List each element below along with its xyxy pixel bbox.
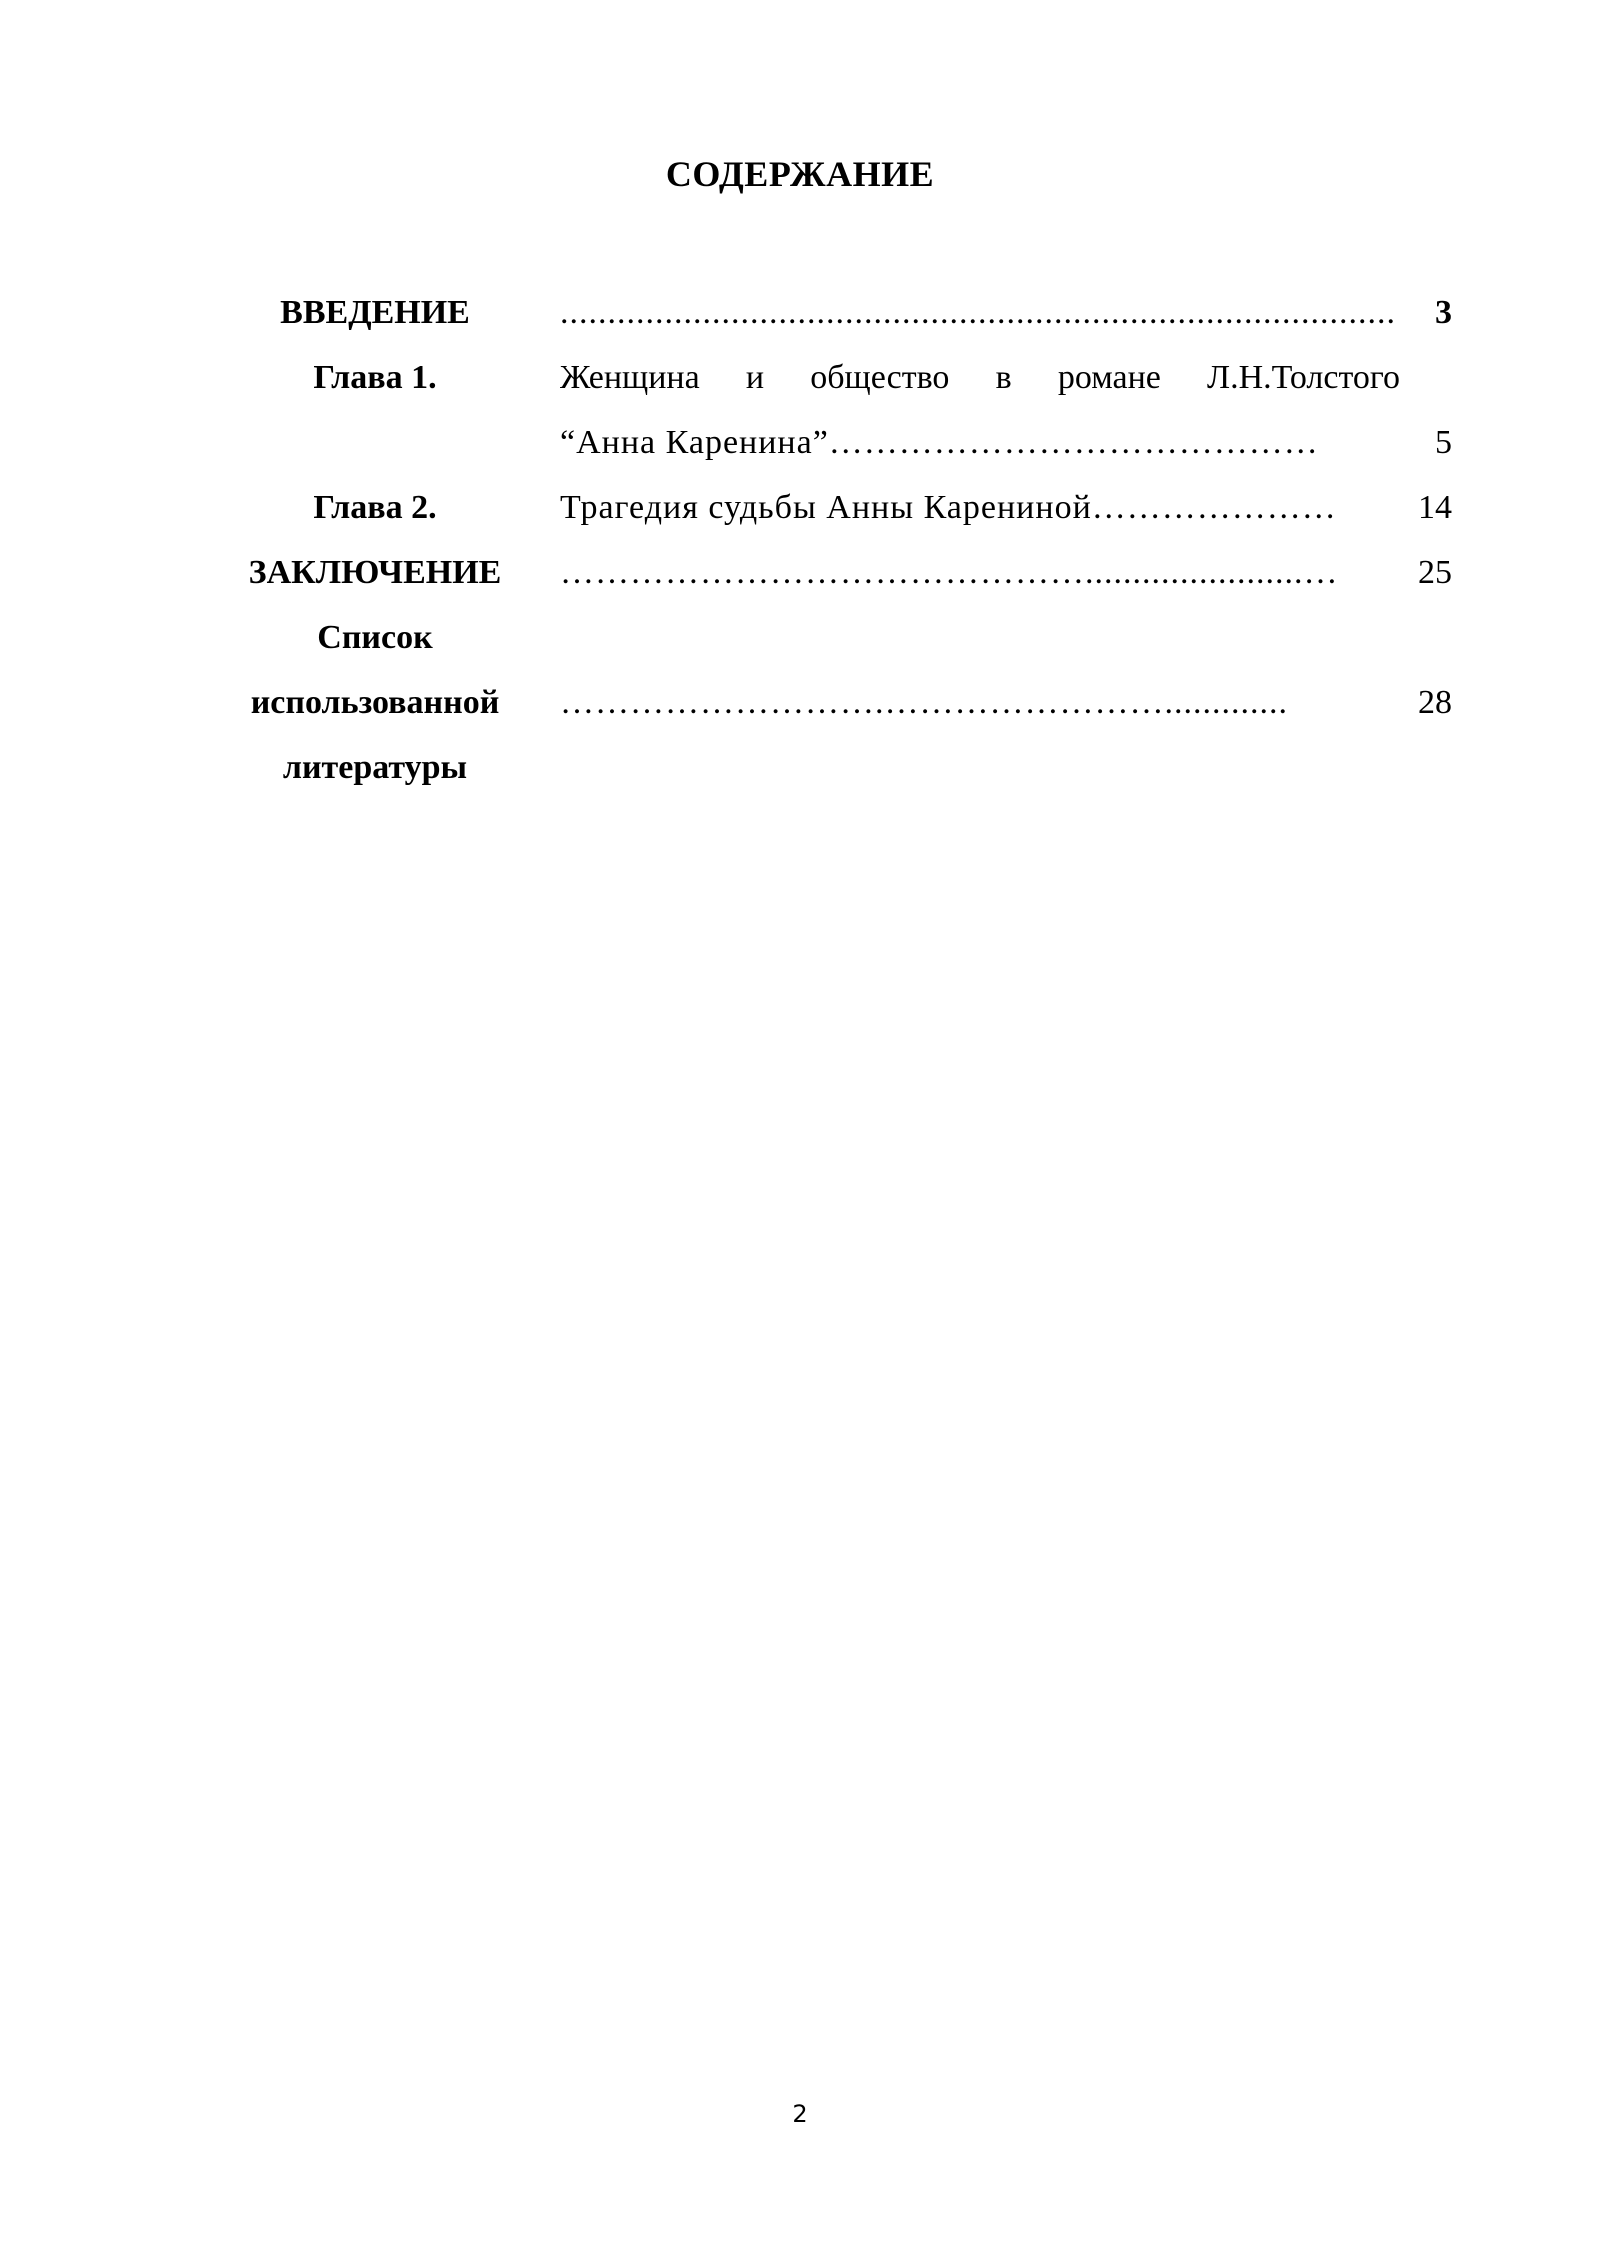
toc-page-number: 25 [1418, 554, 1452, 591]
toc-label: использованной [250, 684, 500, 721]
toc-label: Глава 1. [313, 359, 437, 396]
toc-label: Глава 2. [313, 489, 437, 526]
toc-label: литературы [282, 749, 468, 786]
toc-label: ВВЕДЕНИЕ [280, 294, 470, 331]
dot-leader: ........................................................................................ [560, 294, 1396, 331]
toc-entry-title [560, 475, 1400, 540]
toc-page-number: 3 [1435, 294, 1452, 331]
toc-label: ЗАКЛЮЧЕНИЕ [248, 554, 502, 591]
toc-row-chapter-1 [230, 345, 1460, 410]
toc-row-chapter-2 [230, 475, 1460, 540]
toc-page-number: 14 [1418, 489, 1452, 526]
toc-row-bibliography-cont [230, 670, 1460, 735]
toc-entry-title-line: Трагедия судьбы Анны Карениной………………… [560, 489, 1337, 526]
footer-page-number: 2 [792, 2100, 808, 2128]
toc-dot-leader [560, 670, 1400, 735]
toc-row-bibliography-cont2 [230, 735, 1460, 800]
dot-leader: ……………………….……………………............. [560, 684, 1288, 721]
toc-entry-title: Женщина и общество в романе Л.Н.Толстого [560, 359, 1400, 396]
dot-leader: ……………………………………….......................… [560, 554, 1339, 591]
toc-label: Список [317, 619, 433, 656]
toc-page-number: 28 [1418, 684, 1452, 721]
toc-row-bibliography [230, 605, 1460, 670]
page-title: СОДЕРЖАНИЕ [665, 154, 935, 194]
toc-label [230, 410, 520, 475]
table-of-contents [230, 280, 1460, 800]
toc-row-conclusion [230, 540, 1460, 605]
toc-dot-leader [560, 540, 1400, 605]
toc-entry-title-line: “Анна Каренина”…………………………………… [560, 424, 1319, 461]
toc-page-number: 5 [1435, 424, 1452, 461]
toc-row-introduction [230, 280, 1460, 345]
toc-dot-leader [560, 280, 1400, 345]
toc-row-chapter-1-cont [230, 410, 1460, 475]
toc-entry-title-cont [560, 410, 1400, 475]
